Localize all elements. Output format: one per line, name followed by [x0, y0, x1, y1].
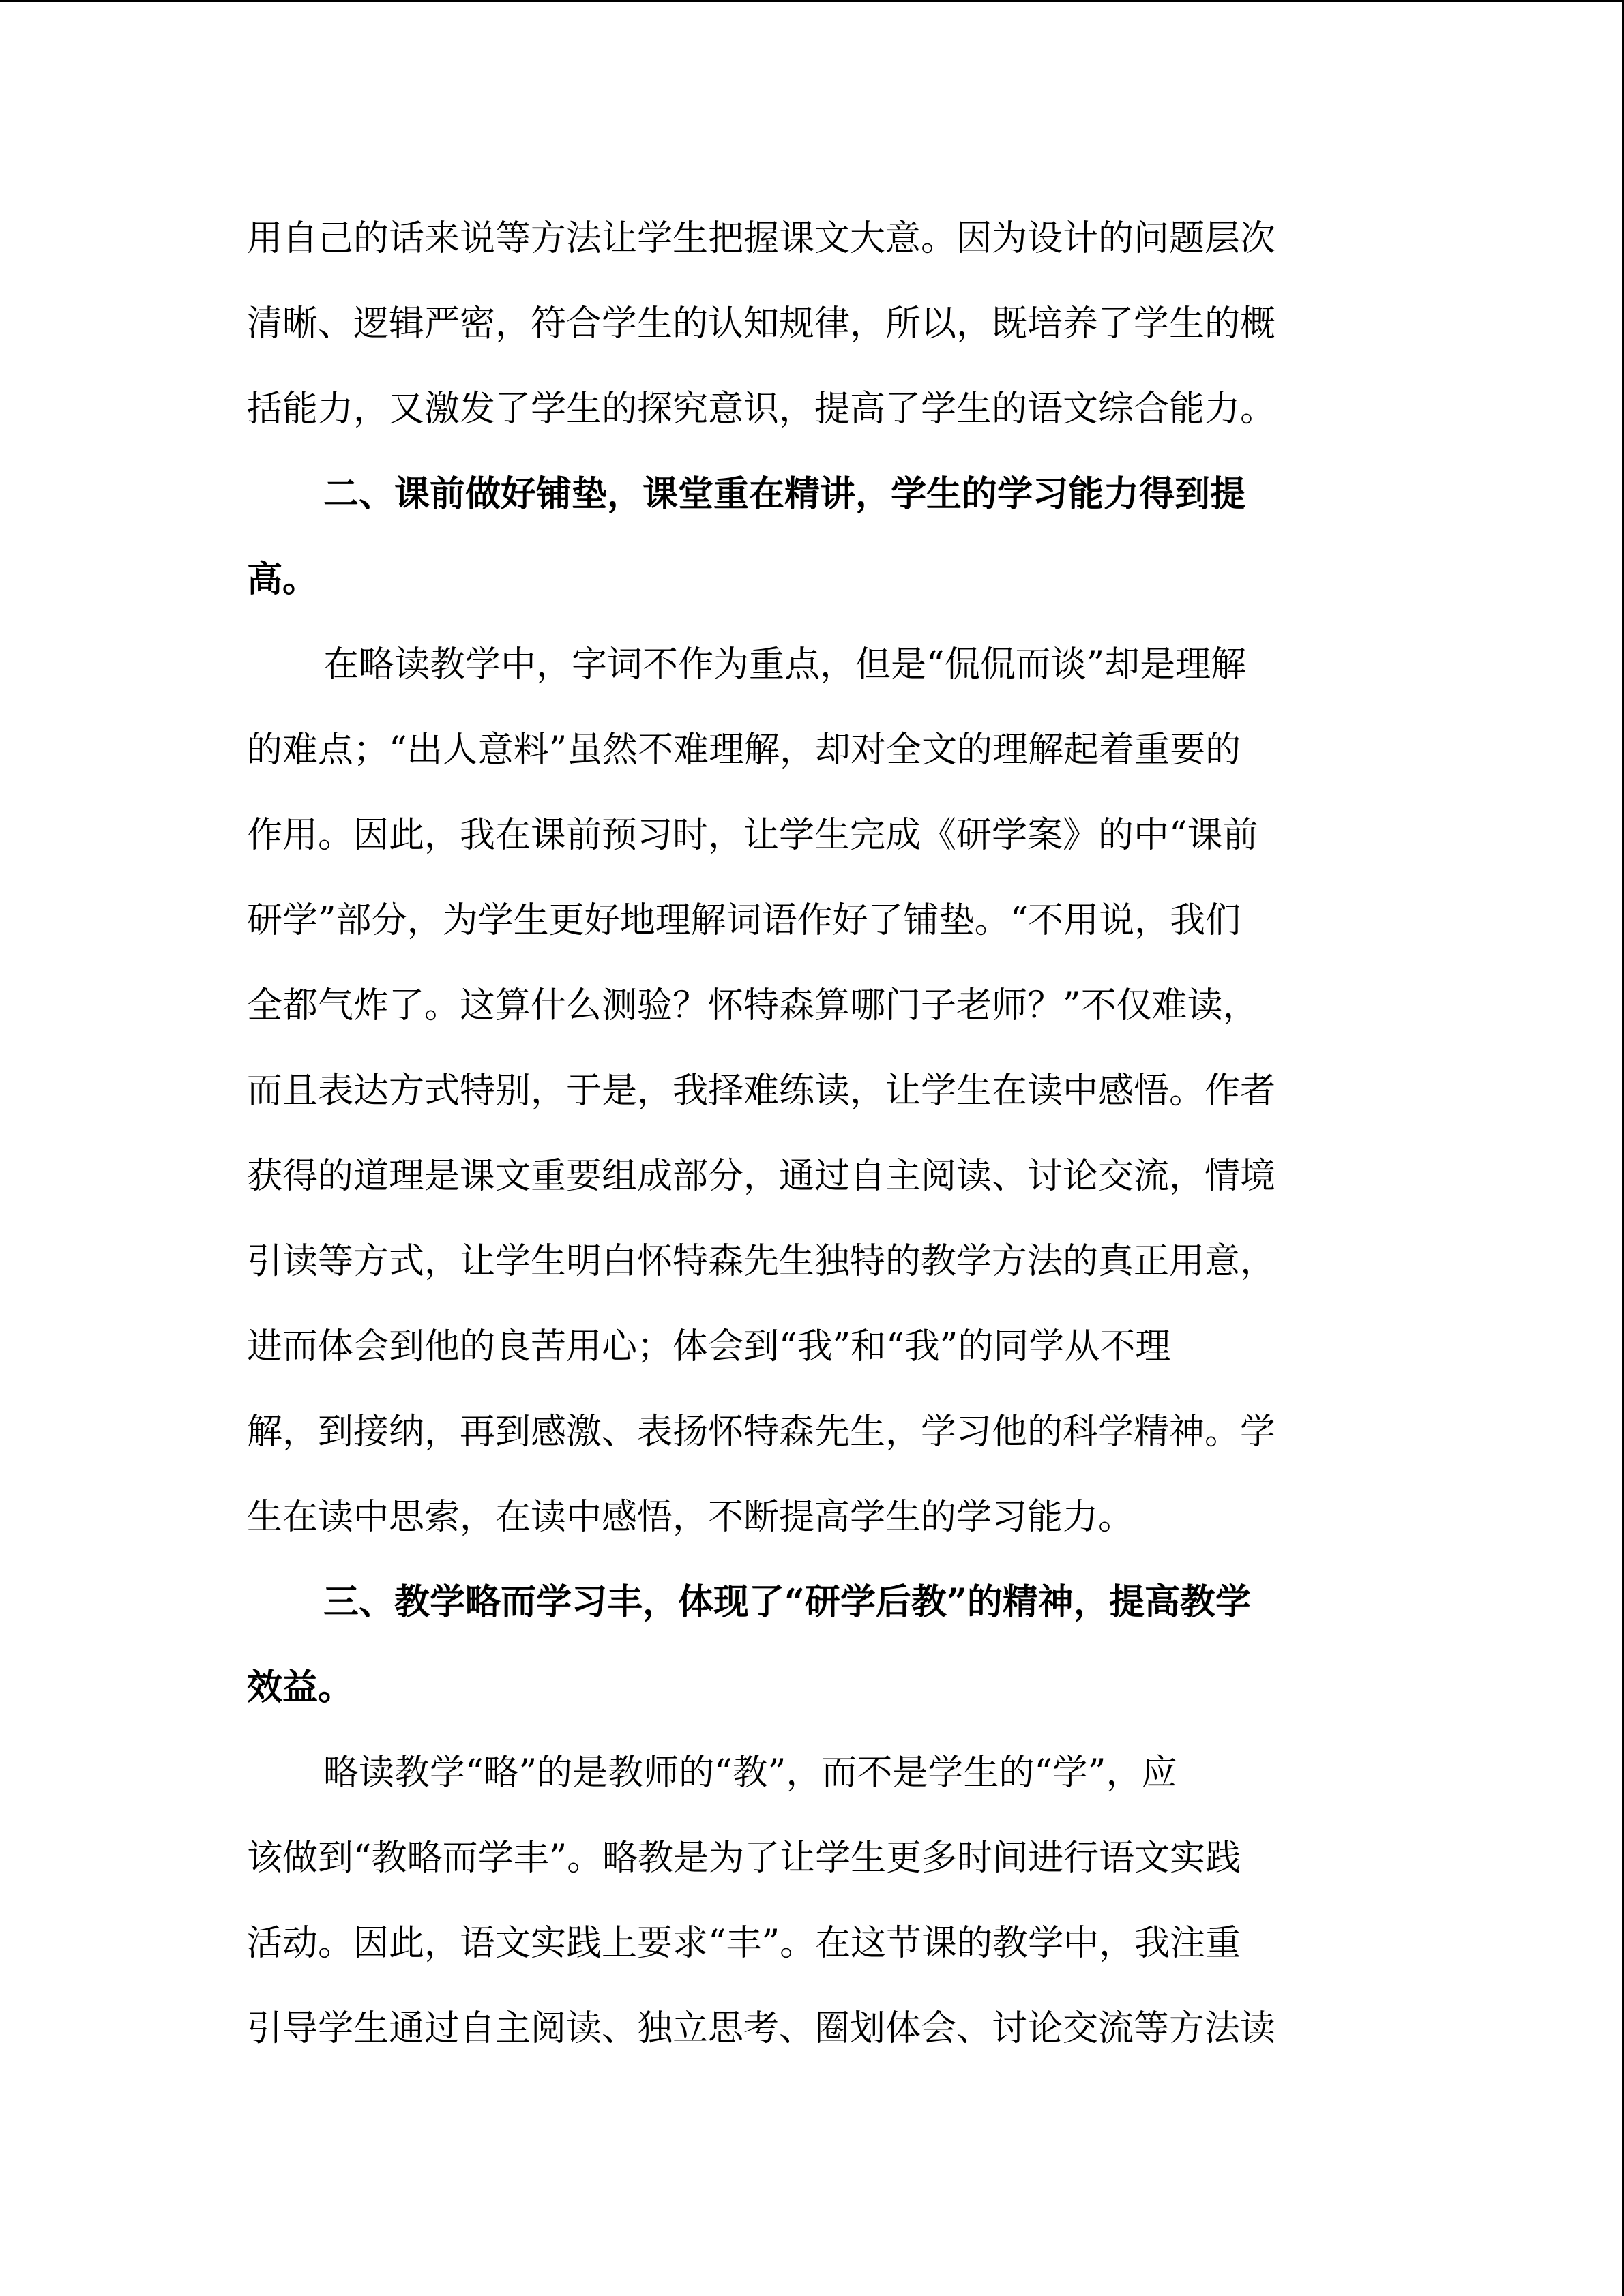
body-text-line: 进而体会到他的良苦用心；体会到“我”和“我”的同学从不理: [247, 1326, 1171, 1367]
body-text-line: 获得的道理是课文重要组成部分，通过自主阅读、讨论交流，情境: [247, 1156, 1276, 1197]
paragraph-start: 略读教学“略”的是教师的“教”，而不是学生的“学”，应: [323, 1753, 1177, 1793]
body-text-line: 引导学生通过自主阅读、独立思考、圈划体会、讨论交流等方法读: [247, 2008, 1276, 2049]
body-text-line: 清晰、逻辑严密，符合学生的认知规律，所以，既培养了学生的概: [247, 303, 1276, 344]
body-text-line: 活动。因此，语文实践上要求“丰”。在这节课的教学中，我注重: [247, 1923, 1241, 1964]
body-text-line: 作用。因此，我在课前预习时，让学生完成《研学案》的中“课前: [247, 815, 1258, 856]
body-text-line: 全都气炸了。这算什么测验？怀特森算哪门子老师？”不仅难读，: [247, 985, 1258, 1026]
section-heading-2-cont: 高。: [247, 558, 319, 600]
section-heading-3: 三、教学略而学习丰，体现了“研学后教”的精神，提高教学: [323, 1581, 1251, 1623]
body-text-line: 而且表达方式特别，于是，我择难练读，让学生在读中感悟。作者: [247, 1071, 1276, 1112]
section-heading-3-cont: 效益。: [247, 1667, 354, 1708]
page-border-top: [0, 0, 1624, 2]
body-text-line: 引读等方式，让学生明白怀特森先生独特的教学方法的真正用意，: [247, 1241, 1276, 1282]
body-text-line: 该做到“教略而学丰”。略教是为了让学生更多时间进行语文实践: [247, 1838, 1241, 1879]
body-text-line: 生在读中思索，在读中感悟，不断提高学生的学习能力。: [247, 1497, 1134, 1538]
paragraph-start: 在略读教学中，字词不作为重点，但是“侃侃而谈”却是理解: [323, 644, 1247, 685]
body-text-line: 解，到接纳，再到感激、表扬怀特森先生，学习他的科学精神。学: [247, 1412, 1276, 1452]
body-text-line: 的难点；“出人意料”虽然不难理解，却对全文的理解起着重要的: [247, 730, 1241, 771]
section-heading-2: 二、课前做好铺垫，课堂重在精讲，学生的学习能力得到提: [323, 473, 1246, 515]
body-text-line: 括能力，又激发了学生的探究意识，提高了学生的语文综合能力。: [247, 389, 1276, 430]
body-text-line: 用自己的话来说等方法让学生把握课文大意。因为设计的问题层次: [247, 218, 1276, 259]
body-text-line: 研学”部分，为学生更好地理解词语作好了铺垫。“不用说，我们: [247, 900, 1241, 941]
